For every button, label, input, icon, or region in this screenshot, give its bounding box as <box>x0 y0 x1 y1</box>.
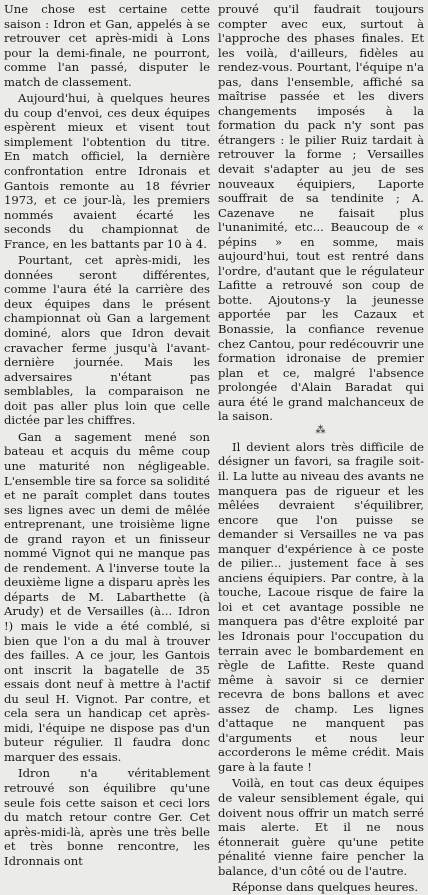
section-divider-asterism: ⁂ <box>315 424 327 436</box>
paragraph: Pourtant, cet après-midi, les données seront différentes, comme l'aura été la carrière des deux équipes dans le présent championnat où Gan a largement dominé, alors que Idron devait cravacher ferme jusqu'à l'avant-dernière journée. Mais les adversaires n'étant pas semblables, la comparaison ne doit pas aller plus loin que celle dictée par les chiffres. <box>4 253 210 428</box>
paragraph: Idron n'a véritablement retrouvé son équilibre qu'une seule fois cette saison et ceci lors du match retour contre Ger. Cet après-midi-là, après une très belle et très bonne rencontre, les Idronnais ont <box>4 766 210 868</box>
paragraph: Voilà, en tout cas deux équipes de valeur sensiblement égale, qui doivent nous offrir un match serré mais alerte. Et il ne nous étonnerait guère qu'une petite pénalité vienne faire pencher la balance, d'un côté ou de l'autre. <box>218 776 424 878</box>
column-right <box>218 2 424 895</box>
paragraph: Réponse dans quelques heures. <box>232 880 419 895</box>
paragraph: Aujourd'hui, à quelques heures du coup d'envoi, ces deux équipes espèrent mieux et visent tout simplement l'obtention du titre. En match officiel, la dernière confrontation entre Idronais et Gantois remonte au 18 février 1973, et ce jour-là, les premiers nommés avaient écarté les seconds du championnat de France, en les battants par 10 à 4. <box>4 91 210 251</box>
paragraph: Il devient alors très difficile de désigner un favori, sa fragile soit-il. La lutte au niveau des avants ne manquera pas de rigueur et les mêlées devraient s'équilibrer, encore que l'on puisse se demander si Versailles ne va pas manquer d'expérience à ce poste de pilier... justement face à ses anciens équipiers. Par contre, à la touche, Lacoue risque de faire la loi et cet avantage possible ne manquera pas d'être exploité par les Idronais pour l'occupation du terrain avec le bombardement en règle de Lafitte. Reste quand même à savoir si ce dernier recevra de bons ballons et avec assez de champ. Les lignes d'attaque ne manquent pas d'arguments et nous leur accorderons le même crédit. Mais gare à la faute ! <box>218 439 424 774</box>
column-left <box>4 2 210 868</box>
paragraph: Gan a sagement mené son bateau et acquis du même coup une maturité non négligeable. L'ensemble tire sa force sa solidité et ne paraît complet dans toutes ses lignes avec un demi de mêlée entreprenant, une troisième ligne de grand rayon et un finisseur nommé Vignot qui ne manque pas de rendement. A l'inverse toute la deuxième ligne a disparu après les départs de M. Labarthette (à Arudy) et de Versailles (à... Idron !) mais le vide a été comblé, si bien que l'on a du mal à trouver des failles. A ce jour, les Gantois ont inscrit la bagatelle de 35 essais dont neuf à mettre à l'actif du seul H. Vignot. Par contre, et cela sera un handicap cet après-midi, l'équipe ne dispose pas d'un buteur régulier. Il faudra donc marquer des essais. <box>4 429 210 764</box>
paragraph: prouvé qu'il faudrait toujours compter avec eux, surtout à l'approche des phases finales. Et les voilà, d'ailleurs, fidèles au rendez-vous. Pourtant, l'équipe n'a pas, dans l'ensemble, affiché sa maîtrise passée et les divers changements imposés à la formation du pack n'y sont pas étrangers : le pilier Ruiz tardait à retrouver la forme ; Versailles devait s'adapter au jeu de ses nouveaux équipiers, Laporte souffrait de sa tendinite ; A. Cazenave ne faisait plus l'unanimité, etc... Beaucoup de « pépins » en somme, mais aujourd'hui, tout est rentré dans l'ordre, d'autant que le régulateur Lafitte a retrouvé son coup de botte. Ajoutons-y la jeunesse apportée par les Cazaux et Bonassie, la confiance revenue chez Cantou, pour redécouvrir une formation idronaise de premier plan et ce, malgré l'absence prolongée d'Alain Baradat qui aura été le grand malchanceux de la saison. <box>218 2 424 424</box>
paragraph: Une chose est certaine cette saison : Idron et Gan, appelés à se retrouver cet après-midi à Lons pour la demi-finale, ne pourront, comme l'an passé, disputer le match de classement. <box>4 2 210 89</box>
